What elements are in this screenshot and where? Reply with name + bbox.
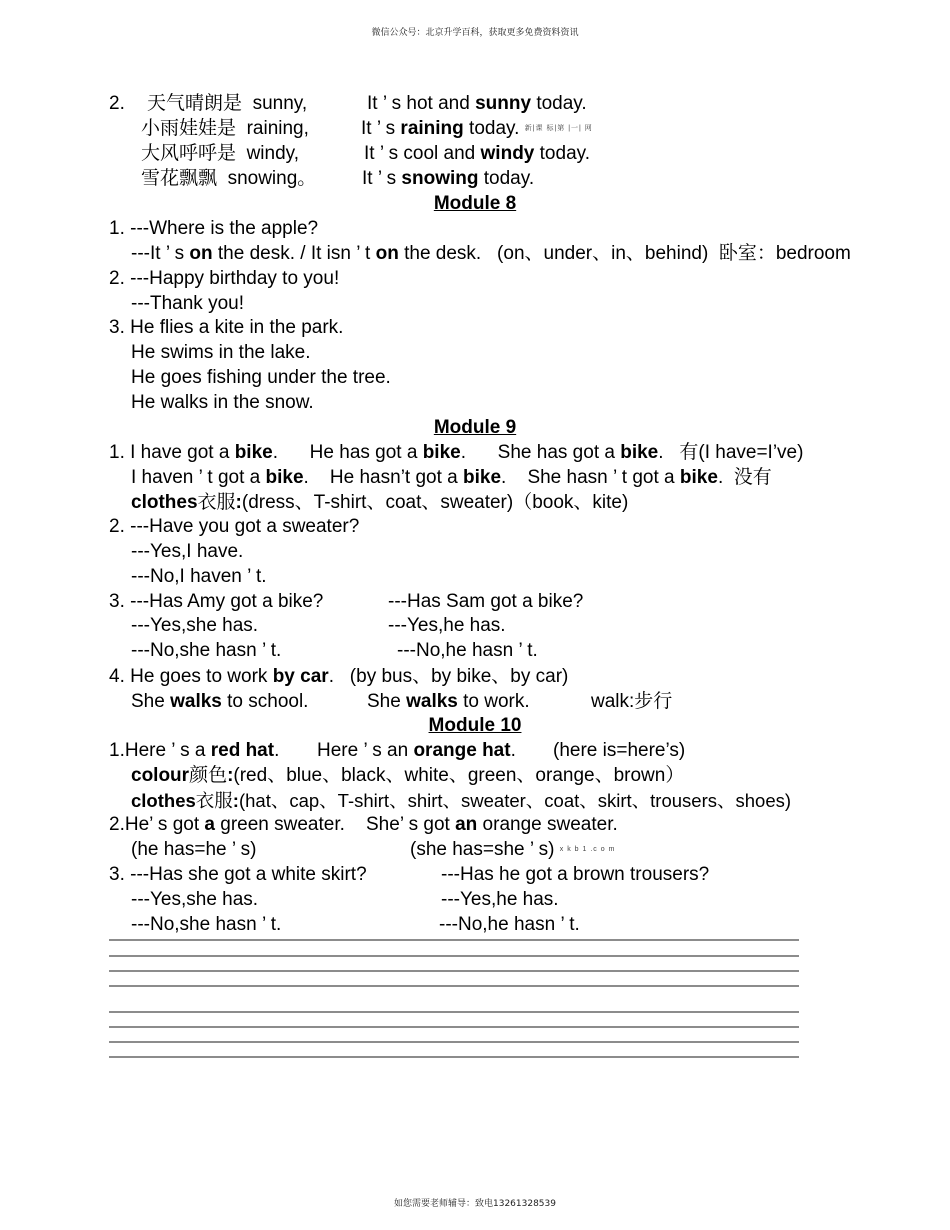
m9-line: 1. I have got a bike. He has got a bike. She has got a bike. 有(I have=I’ve) — [109, 442, 804, 463]
m9-line: walk:步行 — [591, 691, 673, 712]
m8-line: 2. ---Happy birthday to you! — [109, 268, 340, 289]
weather-windy-sentence: It ’ s cool and windy today. — [364, 143, 591, 164]
weather-line-sunny: 2. — [109, 93, 125, 114]
m10-line: Here ’ s an orange hat. — [317, 740, 516, 761]
writing-line — [109, 985, 799, 987]
writing-line — [109, 970, 799, 972]
m10-line: colour颜色:(red、blue、black、white、green、orange、brown） — [131, 765, 685, 786]
page-header: 微信公众号：北京升学百科，获取更多免费资料资讯 — [371, 28, 579, 38]
m10-line: (he has=he ’ s) — [131, 839, 257, 860]
watermark-note: 新|课 标|第 |一| 网 — [524, 125, 593, 132]
watermark-note: x k b 1 .c o m — [559, 846, 616, 853]
m8-line: ---It ’ s on the desk. / It isn ’ t on the desk. (on、under、in、behind) 卧室：bedroom — [131, 243, 851, 264]
writing-line — [109, 1056, 799, 1058]
m10-line: ---Has he got a brown trousers? — [441, 864, 710, 885]
m9-line: ---Yes,she has. — [131, 615, 259, 636]
m8-line: He walks in the snow. — [131, 392, 314, 413]
writing-line — [109, 1026, 799, 1028]
m9-line: I haven ’ t got a bike. He hasn’t got a bike. She hasn ’ t got a bike. 没有 — [131, 467, 772, 488]
m9-line: ---No,he hasn ’ t. — [397, 640, 538, 661]
weather-raining-cn: 小雨娃娃是 raining, — [141, 118, 309, 139]
m10-line: ---Yes,he has. — [441, 889, 559, 910]
m9-line: ---No,she hasn ’ t. — [131, 640, 282, 661]
m10-line: clothes衣服:(hat、cap、T-shirt、shirt、sweater、coat、skirt、trousers、shoes) — [131, 790, 792, 811]
module-10-title: Module 10 — [428, 715, 522, 736]
m9-line: 2. ---Have you got a sweater? — [109, 516, 360, 537]
m9-line: ---Yes,he has. — [388, 615, 506, 636]
weather-windy-cn: 大风呼呼是 windy, — [141, 143, 300, 164]
m10-line: (here is=here’s) — [553, 740, 686, 761]
weather-snowing-cn: 雪花飘飘 snowing。 — [141, 168, 317, 189]
m10-line: ---No,she hasn ’ t. — [131, 914, 282, 935]
m9-line: ---Yes,I have. — [131, 541, 244, 562]
module-9-title: Module 9 — [433, 417, 517, 438]
m9-line: clothes衣服:(dress、T-shirt、coat、sweater)（book、kite) — [131, 492, 629, 513]
writing-line — [109, 955, 799, 957]
m10-line: 2.He’ s got a green sweater. She’ s got an orange sweater. — [109, 814, 618, 835]
m10-line: (she has=she ’ s) x k b 1 .c o m — [410, 839, 616, 861]
m9-line: She walks to work. — [367, 691, 530, 712]
m10-line: ---Yes,she has. — [131, 889, 259, 910]
weather-sunny-cn: 天气晴朗是 sunny, — [147, 93, 308, 114]
writing-line — [109, 1041, 799, 1043]
writing-line — [109, 1011, 799, 1013]
m8-line: He swims in the lake. — [131, 342, 311, 363]
m8-line: He goes fishing under the tree. — [131, 367, 391, 388]
weather-raining-sentence: It ’ s raining today. 新|课 标|第 |一| 网 — [361, 118, 593, 140]
m10-line: 1.Here ’ s a red hat. — [109, 740, 280, 761]
m8-line: 3. He flies a kite in the park. — [109, 317, 344, 338]
page-footer: 如您需要老师辅导：致电13261328539 — [394, 1199, 556, 1209]
m9-line: ---Has Sam got a bike? — [388, 591, 584, 612]
m10-line: ---No,he hasn ’ t. — [439, 914, 580, 935]
m9-line: ---No,I haven ’ t. — [131, 566, 267, 587]
m8-line: ---Thank you! — [131, 293, 244, 314]
m10-line: 3. ---Has she got a white skirt? — [109, 864, 367, 885]
m9-line: She walks to school. — [131, 691, 309, 712]
m9-line: 4. He goes to work by car. (by bus、by bike、by car) — [109, 666, 569, 687]
weather-snowing-sentence: It ’ s snowing today. — [362, 168, 535, 189]
weather-sunny-sentence: It ’ s hot and sunny today. — [367, 93, 587, 114]
m8-line: 1. ---Where is the apple? — [109, 218, 319, 239]
module-8-title: Module 8 — [433, 193, 517, 214]
writing-line — [109, 939, 799, 941]
m9-line: 3. ---Has Amy got a bike? — [109, 591, 324, 612]
